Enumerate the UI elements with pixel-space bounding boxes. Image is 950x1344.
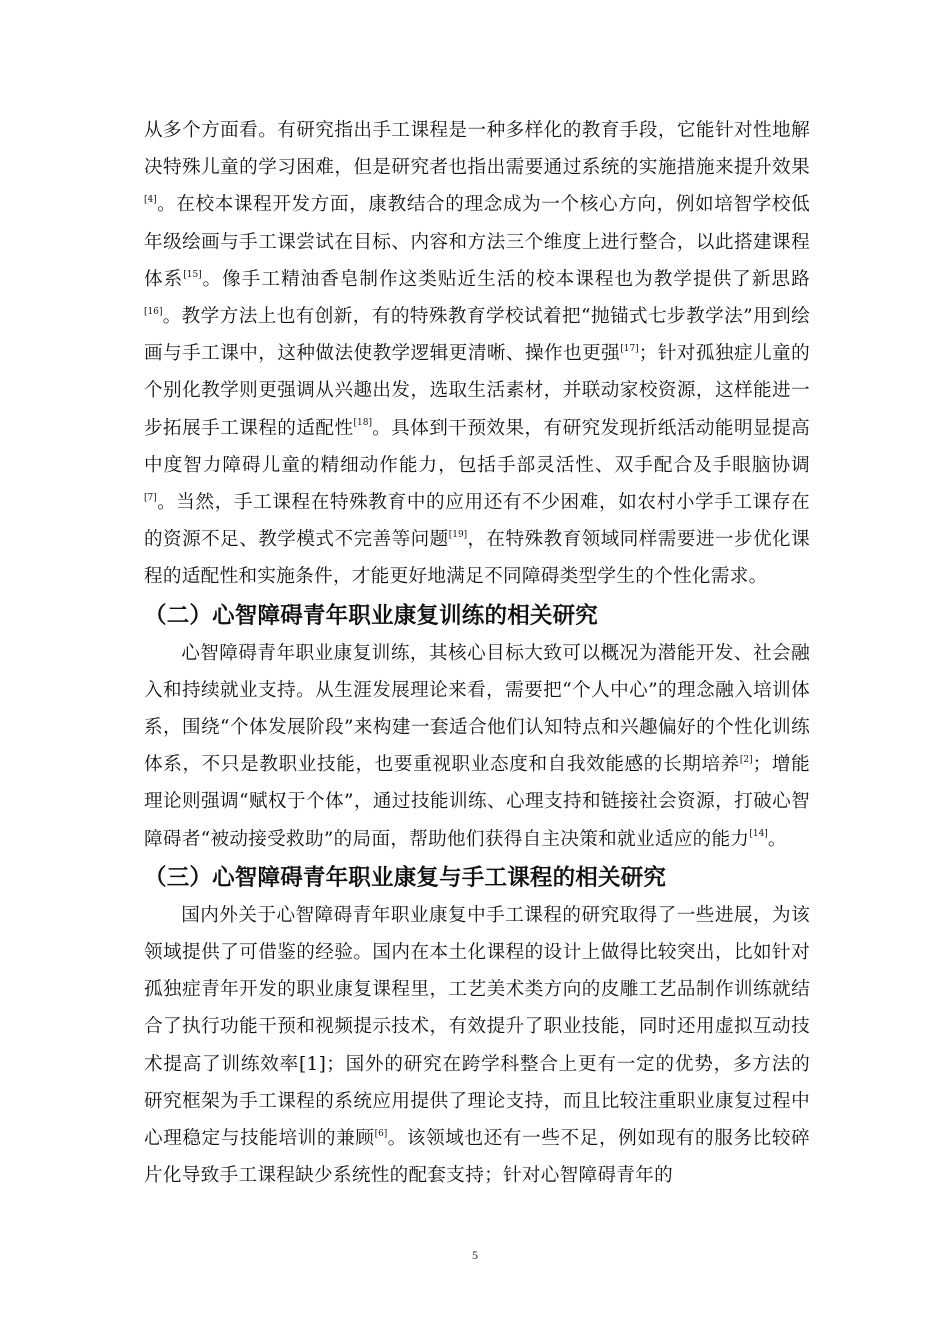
text-run: ，在特殊教育领域同样需要进一步优化课程的适配性和实施条件，才能更好地满足不同障碍类型学生的个性化需求。 xyxy=(144,529,810,588)
section-3-paragraph xyxy=(144,897,810,1195)
text-run: ；增能理论则强调“赋权于个体”，通过技能训练、心理支持和链接社会资源，打破心智障碍者“被动接受救助”的局面，帮助他们获得自主决策和就业适应的能力 xyxy=(144,754,810,850)
text-run: 。具体到干预效果，有研究发现折纸活动能明显提高中度智力障碍儿童的精细动作能力，包括手部灵活性、双手配合及手眼脑协调 xyxy=(144,417,810,476)
text-run: 。当然，手工课程在特殊教育中的应用还有不少困难，如农村小学手工课存在的资源不足、教学模式不完善等问题 xyxy=(144,492,810,551)
citation-marker: [16] xyxy=(144,306,163,317)
page-body xyxy=(144,112,810,1194)
citation-marker: [2] xyxy=(739,755,753,766)
paragraph-continuation xyxy=(144,112,810,596)
text-run: 从多个方面看。有研究指出手工课程是一种多样化的教育手段，它能针对性地解决特殊儿童的学习困难，但是研究者也指出需要通过系统的实施措施来提升效果 xyxy=(144,120,810,179)
section-heading-3: （三）心智障碍青年职业康复与手工课程的相关研究 xyxy=(144,864,667,891)
citation-marker: [19] xyxy=(448,530,468,541)
text-run: 。像手工精油香皂制作这类贴近生活的校本课程也为教学提供了新思路 xyxy=(201,268,810,290)
text-run: 。 xyxy=(767,828,787,850)
section-heading-2: （二）心智障碍青年职业康复训练的相关研究 xyxy=(144,602,599,629)
citation-marker: [15] xyxy=(183,269,202,280)
citation-marker: [18] xyxy=(353,418,372,429)
text-run: ；针对孤独症儿童的个别化教学则更强调从兴趣出发，选取生活素材，并联动家校资源，这样能进一步拓展手工课程的适配性 xyxy=(144,343,810,439)
page-number: 5 xyxy=(472,1248,478,1262)
citation-marker: [17] xyxy=(620,344,639,355)
citation-marker: [14] xyxy=(749,829,768,840)
text-run: 。在校本课程开发方面，康教结合的理念成为一个核心方向，例如培智学校低年级绘画与手工课尝试在目标、内容和方法三个维度上进行整合，以此搭建课程体系 xyxy=(144,194,810,290)
text-run: 。该领域也还有一些不足，例如现有的服务比较碎片化导致手工课程缺少系统性的配套支持；针对心智障碍青年的 xyxy=(144,1128,810,1187)
text-run: 国内外关于心智障碍青年职业康复中手工课程的研究取得了一些进展，为该领域提供了可借鉴的经验。国内在本土化课程的设计上做得比较突出，比如针对孤独症青年开发的职业康复课程里，工艺美术类方向的皮雕工艺品制作训练就结合了执行功能干预和视频提示技术，有效提升了职业技能，同时还用虚拟互动技术提高了训练效率[1]；国外的研究在跨学科整合上更有一定的优势，多方法的研究框架为手工课程的系统应用提供了理论支持，而且比较注重职业康复过程中心理稳定与技能培训的兼顾 xyxy=(144,904,810,1150)
citation-marker: [4] xyxy=(144,195,157,206)
text-run: 心智障碍青年职业康复训练，其核心目标大致可以概况为潜能开发、社会融入和持续就业支持。从生涯发展理论来看，需要把“个人中心”的理念融入培训体系，围绕“个体发展阶段”来构建一套适合他们认知特点和兴趣偏好的个性化训练体系，不只是教职业技能，也要重视职业态度和自我效能感的长期培养 xyxy=(144,642,810,776)
text-run: 。教学方法上也有创新，有的特殊教育学校试着把“抛锚式七步教学法”用到绘画与手工课中，这种做法使教学逻辑更清晰、操作也更强 xyxy=(144,306,810,365)
citation-marker: [7] xyxy=(144,492,157,503)
section-2-paragraph xyxy=(144,635,810,858)
citation-marker: [6] xyxy=(374,1128,388,1139)
